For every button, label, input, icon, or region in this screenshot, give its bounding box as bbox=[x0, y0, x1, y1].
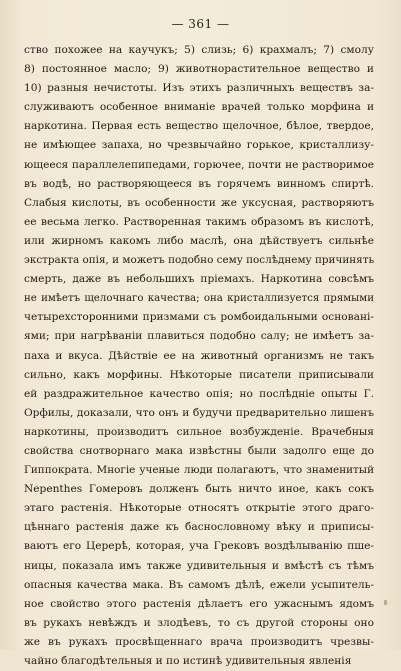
text-line: ное свойство этого растенія дѣлаетъ его ужаснымъ ядомъ bbox=[24, 597, 374, 610]
text-line: смерть, даже въ небольшихъ пріемахъ. Наркотина совсѣмъ bbox=[24, 273, 374, 286]
text-line: служиваютъ особенное вниманіе врачей только морфина и bbox=[24, 101, 374, 114]
text-line: ство похожее на каучукъ; 5) слизь; 6) крахмалъ; 7) смолу bbox=[24, 44, 374, 56]
text-line: наркотины, производитъ сильное возбужденіе. Врачебныя bbox=[24, 425, 374, 438]
text-line: наркотина. Первая есть вещество щелочное, бѣлое, твердое, bbox=[24, 120, 374, 133]
text-line: ее весьма легко. Растворенная такимъ образомъ въ кислотѣ, bbox=[24, 215, 374, 228]
text-line: не имѣющее запаха, но чрезвычайно горькое, кристаллизу- bbox=[24, 139, 374, 152]
text-line: 8) постоянное масло; 9) животнорастительное вещество и bbox=[24, 63, 374, 76]
body-text bbox=[24, 41, 374, 671]
text-line: ями; при нагрѣваніи плавиться подобно салу; не имѣетъ за- bbox=[24, 330, 374, 343]
text-line: Гиппократа. Многіе ученые люди полагаютъ, что знаменитый bbox=[24, 464, 374, 477]
text-line: опасныя качества мака. Въ самомъ дѣлѣ, ежели усыпитель- bbox=[24, 578, 374, 591]
paper-mark bbox=[384, 600, 387, 605]
text-line: 10) разныя нечистоты. Изъ этихъ различныхъ веществъ за- bbox=[24, 82, 374, 95]
text-line: не имѣетъ щелочнаго качества; она кристаллизуется прямыми bbox=[24, 293, 374, 305]
text-line: свойства снотворнаго мака извѣстны были задолго еще до bbox=[24, 444, 374, 457]
text-line: сильно, какъ морфины. Нѣкоторые писатели приписывали bbox=[24, 368, 374, 381]
text-line: четырехсторонними призмами съ ромбоидальными основані- bbox=[24, 311, 374, 324]
text-line: ющееся параллелепипедами, горючее, почти не растворимое bbox=[24, 158, 374, 171]
page-number: — 361 — bbox=[171, 17, 230, 31]
text-line: ей раздражительное качество опія; но послѣдніе опыты Г. bbox=[24, 387, 374, 400]
text-line: этаго растенія. Нѣкоторые относятъ открытіе этого драго- bbox=[24, 502, 374, 515]
text-line: чайно благодѣтельныя и по истинѣ удивительныя явленія bbox=[24, 655, 352, 667]
text-line: или жирномъ какомъ либо маслѣ, она дѣйствуетъ сильнѣе bbox=[24, 234, 374, 247]
text-line: цѣннаго растенія даже къ баснословному вѣку и приписы- bbox=[24, 521, 374, 534]
text-line: въ водѣ, но растворяющееся въ горячемъ винномъ спиртѣ. bbox=[24, 177, 374, 190]
text-line: въ рукахъ невѣждъ и злодѣевъ, то съ другой стороны оно bbox=[24, 616, 374, 629]
text-line: Слабыя кислоты, въ особенности же уксусная, растворяютъ bbox=[24, 196, 374, 209]
text-line: Орфилы, доказали, что онъ и будучи предварительно лишенъ bbox=[24, 406, 374, 419]
text-line: ницы, показала имъ также удивительныя и вмѣстѣ съ тѣмъ bbox=[24, 559, 374, 572]
text-line: экстракта опія, и можетъ подобно сему послѣднему причинять bbox=[24, 254, 374, 267]
text-line: Nepenthes Гомеровъ долженъ быть ничто иное, какъ сокъ bbox=[24, 483, 374, 496]
text-line: ваютъ его Церерѣ, которая, уча Грековъ воздѣлыванію пше- bbox=[24, 540, 374, 553]
text-line: же въ рукахъ просвѣщеннаго врача производитъ чрезвы- bbox=[24, 635, 374, 648]
text-line: паха и вкуса. Дѣйствіе ее на животный организмъ не такъ bbox=[24, 349, 374, 362]
